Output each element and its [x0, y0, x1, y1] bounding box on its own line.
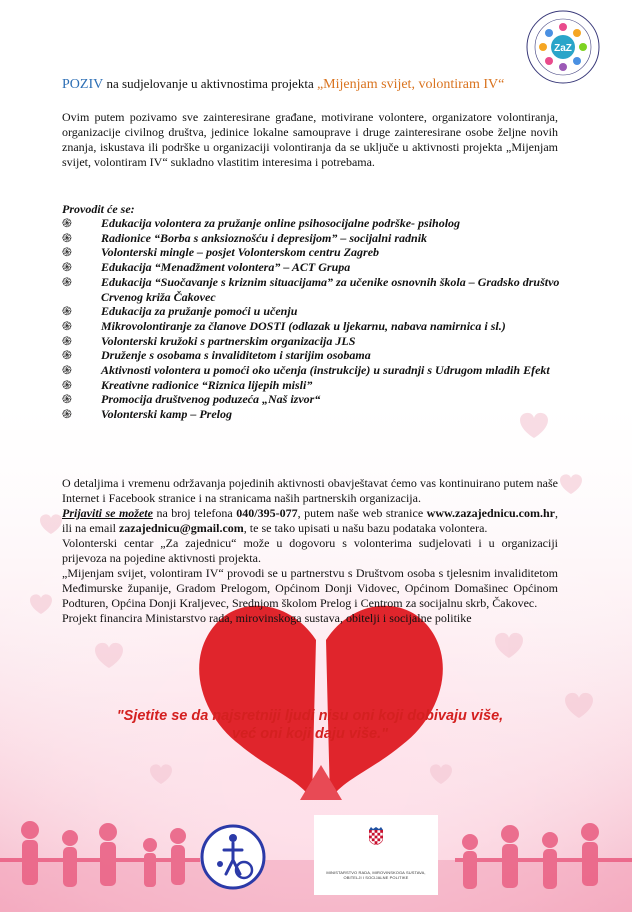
details-paragraph-2: Prijaviti se možete na broj telefona 040/395-077, putem naše web stranice www.zazajednicu.com.hr, ili na email zazajednicu@gmail.com, te se tako upisati u našu bazu podataka volontera. [62, 506, 558, 535]
email-link[interactable]: zazajednicu@gmail.com [118, 521, 244, 535]
logo-center-text: ZaZ [554, 43, 572, 54]
activity-item: ֍ Edukacija za pružanje pomoći u učenju [62, 304, 298, 319]
intro-paragraph: Ovim putem pozivamo sve zainteresirane građane, motivirane volontere, organizatore volontiranja, organizacije civilnog društva, jedinice lokalne samouprave i druge zainteresirane osobe željne novih znanja, iskustava ili podrške u organizaciji volontiranja da se uključe u aktivnosti projekta „Mijenjam svijet, volontiram IV“ sukladno vlastitim interesima i potrebama. [62, 110, 558, 169]
activity-item: ֍ Edukacija volontera za pružanje online psihosocijalne podrške- psiholog [62, 216, 461, 230]
bullet-icon: ֍ [62, 274, 72, 289]
dosti-association-logo [200, 824, 266, 890]
activity-item: ֍ Kreativne radionice “Riznica lijepih misli” [62, 377, 313, 392]
details-paragraph-3: Volonterski centar „Za zajednicu“ može u dogovoru s volonterima sudjelovati i u organizaciji prijevoza na pojedine aktivnosti projekta. [62, 536, 558, 565]
activities-list [62, 216, 562, 422]
ministry-logo [314, 815, 438, 895]
activity-item: ֍ Volonterski mingle – posjet Volonterskom centru Zagreb [62, 245, 380, 260]
bullet-icon: ֍ [62, 407, 72, 422]
details-section [62, 476, 558, 626]
bullet-icon: ֍ [62, 377, 72, 392]
poziv-keyword: POZIV [62, 77, 104, 92]
bullet-icon: ֍ [62, 333, 72, 348]
project-title: „Mijenjam svijet, volontiram IV“ [316, 77, 505, 92]
croatian-coat-of-arms-icon [369, 827, 383, 845]
activity-item: ֍ Druženje s osobama s invaliditetom i starijim osobama [62, 348, 371, 363]
activity-item: ֍ Edukacija “Suočavanje s kriznim situacijama” za učenike osnovnih škola – Gradsko društvo Crvenog križa Čakovec [62, 274, 560, 304]
bullet-icon: ֍ [62, 392, 72, 407]
zaz-volunteer-center-logo [521, 5, 605, 89]
quote [60, 707, 560, 743]
poziv-text: na sudjelovanje u aktivnostima projekta [103, 76, 317, 91]
details-paragraph-4: „Mijenjam svijet, volontiram IV“ provodi se u partnerstvu s Društvom osoba s tjelesnim invaliditetom Međimurske županije, Gradom Prelogom, Općinom Donji Vidovec, Općinom Domašinec Općinom Podturen, Općina Donji Kraljevec, Srednjom školom Prelog i Centrom za socijalnu skrb, Čakovec. [62, 566, 558, 610]
apply-lead: Prijaviti se možete [62, 506, 153, 520]
activity-item: ֍ Mikrovolontiranje za članove DOSTI (odlazak u ljekarnu, nabava namirnica i sl.) [62, 318, 506, 333]
activity-item: ֍ Aktivnosti volontera u pomoći oko učenja (instrukcije) u suradnji s Udrugom mladih Efekt [62, 363, 550, 378]
bullet-icon: ֍ [62, 230, 72, 245]
bullet-icon: ֍ [62, 260, 72, 275]
details-paragraph-5: Projekt financira Ministarstvo rada, mirovinskoga sustava, obitelji i socijalne politike [62, 611, 472, 625]
activities-heading: Provodit će se: [62, 202, 135, 216]
invitation-heading [62, 76, 532, 93]
bullet-icon: ֍ [62, 318, 72, 333]
details-paragraph-1: O detaljima i vremenu održavanja pojedinih aktivnosti obavještavat ćemo vas kontinuirano putem naše Internet i Facebook stranice i na stranicama naših partnerskih organizacija. [62, 476, 558, 505]
activity-item: ֍ Volonterski kružoki s partnerskim organizacija JLS [62, 333, 356, 348]
phone-number: 040/395-077 [236, 506, 298, 520]
bullet-icon: ֍ [62, 245, 72, 260]
bullet-icon: ֍ [62, 348, 72, 363]
activity-item: ֍ Promocija društvenog poduzeća „Naš izvor“ [62, 392, 321, 407]
bullet-icon: ֍ [62, 216, 72, 230]
activity-item: ֍ Edukacija “Menadžment volontera” – ACT Grupa [62, 260, 351, 275]
ministry-name: MINISTARSTVO RADA, MIROVINSKOGA SUSTAVA, OBITELJI I SOCIJALNE POLITIKE [326, 870, 426, 880]
website-link[interactable]: www.zazajednicu.com.hr [426, 506, 555, 520]
quote-line-2: već oni koji daju više." [232, 726, 388, 742]
activity-item: ֍ Volonterski kamp – Prelog [62, 407, 233, 422]
quote-line-1: "Sjetite se da najsretniji ljudi nisu oni koji dobivaju više, [116, 708, 504, 724]
activity-item: ֍ Radionice “Borba s anksioznošću i depresijom” – socijalni radnik [62, 230, 428, 245]
bullet-icon: ֍ [62, 304, 72, 319]
bullet-icon: ֍ [62, 363, 72, 378]
